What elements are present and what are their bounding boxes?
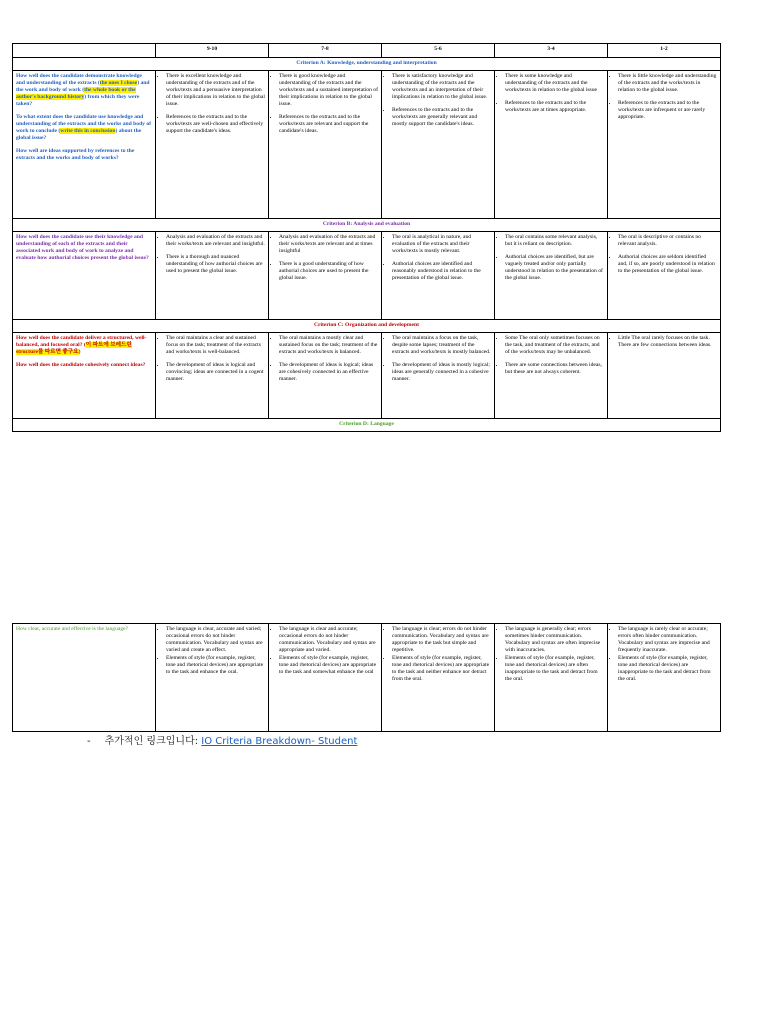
descriptor: • References to the extracts and to the works/texts are well-chosen and effectively support the candidate's ideas.	[166, 114, 265, 135]
criterion-d-band-1-2	[608, 624, 721, 732]
band-7-8-header: 7-8	[269, 44, 382, 58]
descriptor: • There is little knowledge and understanding of the extracts and the works/texts in relation to the global issue.	[618, 73, 717, 94]
criterion-a-question-1	[16, 73, 152, 108]
descriptor: • Elements of style (for example, register, tone and rhetorical devices) are often inappropriate to the task and detract from the oral.	[505, 655, 604, 683]
criterion-d-title: Criterion D: Language	[13, 419, 721, 432]
descriptor: • Little The oral rarely focuses on the task. There are few connections between ideas.	[618, 335, 717, 349]
additional-link-line	[87, 732, 357, 747]
criterion-d-question-1: How clear, accurate and effective is the language?	[16, 626, 129, 632]
criterion-b-band-7-8	[269, 232, 382, 320]
criterion-d-row	[13, 624, 721, 732]
descriptor: • The development of ideas is mostly logical; ideas are generally connected in a cohesive manner.	[392, 362, 491, 383]
criterion-d-band-9-10	[156, 624, 269, 732]
criterion-c-band-3-4	[495, 333, 608, 419]
band-3-4-header: 3-4	[495, 44, 608, 58]
list-dash: -	[87, 736, 91, 747]
criterion-a-band-1-2	[608, 71, 721, 219]
band-9-10-header: 9-10	[156, 44, 269, 58]
criterion-a-band-7-8	[269, 71, 382, 219]
text-span: ) and the work and body of work (	[16, 80, 150, 93]
criterion-b-row	[13, 232, 721, 320]
descriptor: • Elements of style (for example, register, tone and rhetorical devices) are inappropriate to the task and detract from the oral.	[618, 655, 717, 683]
criterion-a-title: Criterion A: Knowledge, understanding and interpretation	[13, 58, 721, 71]
descriptor: • The oral maintains a clear and sustained focus on the task; treatment of the extracts and works/texts is well-balanced.	[166, 335, 265, 356]
criterion-b-band-5-6	[382, 232, 495, 320]
band-1-2-header: 1-2	[608, 44, 721, 58]
descriptor: • The oral is descriptive or contains no relevant analysis.	[618, 234, 717, 248]
criterion-b-question-1: How well does the candidate use their knowledge and understanding of each of the extracts and their associated work and body of work to analyze and evaluate how authorial choices present the global issue?	[16, 234, 149, 261]
descriptor: • The language is clear and accurate; occasional errors do not hinder communication. Vocabulary and syntax are appropriate and varied.	[279, 626, 378, 654]
criterion-a-question-3: How well are ideas supported by references to the extracts and the works and body of works?	[16, 148, 135, 161]
criterion-d-band-7-8	[269, 624, 382, 732]
criterion-b-band-1-2	[608, 232, 721, 320]
criterion-b-title: Criterion B: Analysis and evaluation	[13, 219, 721, 232]
criterion-a-band-5-6	[382, 71, 495, 219]
descriptor: • Analysis and evaluation of the extracts and their works/texts are relevant and insightful.	[166, 234, 265, 248]
criterion-d-band-5-6	[382, 624, 495, 732]
descriptor: • The development of ideas is logical and convincing; ideas are connected in a cogent manner.	[166, 362, 265, 383]
text-span: To what extent does the candidate use knowledge and understanding of the extracts and the works and body of work to conclude (	[16, 114, 152, 134]
criterion-c-questions	[13, 333, 156, 419]
descriptor: • The oral is analytical in nature, and evaluation of the extracts and their works/texts is mostly relevant.	[392, 234, 491, 255]
descriptor: • The language is clear, accurate and varied; occasional errors do not hinder communication. Vocabulary and syntax are varied and create an effect.	[166, 626, 265, 654]
criterion-c-question-2: How well does the candidate cohesively connect ideas?	[16, 362, 146, 368]
descriptor: • The oral contains some relevant analysis, but it is reliant on description.	[505, 234, 604, 248]
criterion-a-row	[13, 71, 721, 219]
descriptor: • There is satisfactory knowledge and understanding of the extracts and the works/texts and an interpretation of their implications in relation to the global issue.	[392, 73, 491, 101]
criterion-a-title-row	[13, 58, 721, 71]
descriptor: • There are some connections between ideas, but these are not always coherent.	[505, 362, 604, 376]
criterion-c-question-1	[16, 335, 152, 356]
text-span: How well does the candidate deliver a structured, well-balanced, and focused oral? (	[16, 335, 147, 348]
descriptor: • References to the extracts and to the works/texts are generally relevant and mostly support the candidate's ideas.	[392, 107, 491, 128]
criterion-c-band-5-6	[382, 333, 495, 419]
descriptor: • The language is rarely clear or accurate; errors often hinder communication. Vocabulary and syntax are imprecise and frequently inaccurate.	[618, 626, 717, 654]
descriptor: • The oral maintains a focus on the task, despite some lapses; treatment of the extracts and works/texts is mostly balanced.	[392, 335, 491, 356]
criterion-b-questions	[13, 232, 156, 320]
criterion-a-band-3-4	[495, 71, 608, 219]
criterion-c-row	[13, 333, 721, 419]
descriptor: • Authorial choices are seldom identified and, if so, are poorly understood in relation to the presentation of the global issue.	[618, 254, 717, 275]
criterion-c-title: Criterion C: Organization and development	[13, 320, 721, 333]
descriptor: • Authorial choices are identified, but are vaguely treated and/or only partially understood in relation to the presentation of the global issue.	[505, 254, 604, 282]
rubric-table-top	[12, 43, 721, 432]
highlight-conclusion: write this in conclusion	[60, 128, 116, 134]
criterion-b-band-9-10	[156, 232, 269, 320]
criterion-c-title-row	[13, 320, 721, 333]
descriptor: • There is excellent knowledge and understanding of the extracts and of the works/texts and a persuasive interpretation of their implications in relation to the global issue.	[166, 73, 265, 108]
band-header-row	[13, 44, 721, 58]
text-span: How well does the candidate demonstrate knowledge and understanding of the extracts (	[16, 73, 142, 86]
descriptor: • Some The oral only sometimes focuses on the task, and treatment of the extracts, and of the works/texts may be unbalanced.	[505, 335, 604, 356]
highlight-structure-note: 이 파트에 브레드린 structure를 따르면 좋구요	[16, 342, 132, 355]
io-criteria-link[interactable]: IO Criteria Breakdown- Student	[201, 736, 358, 747]
descriptor: • Elements of style (for example, register, tone and rhetorical devices) are appropriate to the task and enhance the oral.	[166, 655, 265, 676]
criterion-c-band-7-8	[269, 333, 382, 419]
criterion-d-title-row	[13, 419, 721, 432]
criterion-d-band-3-4	[495, 624, 608, 732]
descriptor: • The language is generally clear; errors sometimes hinder communication. Vocabulary and syntax are often imprecise with inaccuracies.	[505, 626, 604, 654]
descriptor: • There is good knowledge and understanding of the extracts and the works/texts and a sustained interpretation of their implications in relation to the global issue.	[279, 73, 378, 108]
criterion-b-title-row	[13, 219, 721, 232]
criterion-a-question-2	[16, 114, 152, 142]
additional-link-label: 추가적인 링크입니다:	[104, 736, 202, 747]
descriptor: • Authorial choices are identified and reasonably understood in relation to the presentation of the global issue.	[392, 261, 491, 282]
descriptor: • References to the extracts and to the works/texts are relevant and support the candidate's ideas.	[279, 114, 378, 135]
descriptor: • References to the extracts and to the works/texts are at times appropriate.	[505, 100, 604, 114]
descriptor: • The language is clear; errors do not hinder communication. Vocabulary and syntax are appropriate to the task but simple and repetitive.	[392, 626, 491, 654]
rubric-table-bottom	[12, 623, 721, 732]
descriptor: • There is a thorough and nuanced understanding of how authorial choices are used to present the global issue.	[166, 254, 265, 275]
text-span: )	[78, 349, 81, 355]
descriptor: • Elements of style (for example, register, tone and rhetorical devices) are appropriate to the task and neither enhance nor detract from the oral.	[392, 655, 491, 683]
text-span: ) from which they were taken?	[16, 94, 140, 107]
criterion-a-band-9-10	[156, 71, 269, 219]
criterion-c-band-1-2	[608, 333, 721, 419]
criterion-b-band-3-4	[495, 232, 608, 320]
descriptor: • The oral maintains a mostly clear and sustained focus on the task; treatment of the extracts and works/texts is balanced.	[279, 335, 378, 356]
descriptor: • Analysis and evaluation of the extracts and their works/texts are relevant and at times insightful	[279, 234, 378, 255]
header-blank-cell	[13, 44, 156, 58]
criterion-a-questions	[13, 71, 156, 219]
criterion-c-band-9-10	[156, 333, 269, 419]
criterion-d-questions	[13, 624, 156, 732]
descriptor: • There is a good understanding of how authorial choices are used to present the global issue.	[279, 261, 378, 282]
descriptor: • There is some knowledge and understanding of the extracts and the works/texts in relation to the global issue	[505, 73, 604, 94]
text-span: ) about the global issue?	[16, 128, 142, 141]
highlight-chosen-extracts: the ones I chose	[99, 80, 138, 86]
descriptor: • Elements of style (for example, register, tone and rhetorical devices) are appropriate to the task and somewhat enhance the oral	[279, 655, 378, 676]
descriptor: • References to the extracts and to the works/texts are infrequent or are rarely appropriate.	[618, 100, 717, 121]
highlight-whole-book: the whole book or the author's background history	[16, 87, 136, 100]
band-5-6-header: 5-6	[382, 44, 495, 58]
descriptor: • The development of ideas is logical; ideas are cohesively connected in an effective manner.	[279, 362, 378, 383]
